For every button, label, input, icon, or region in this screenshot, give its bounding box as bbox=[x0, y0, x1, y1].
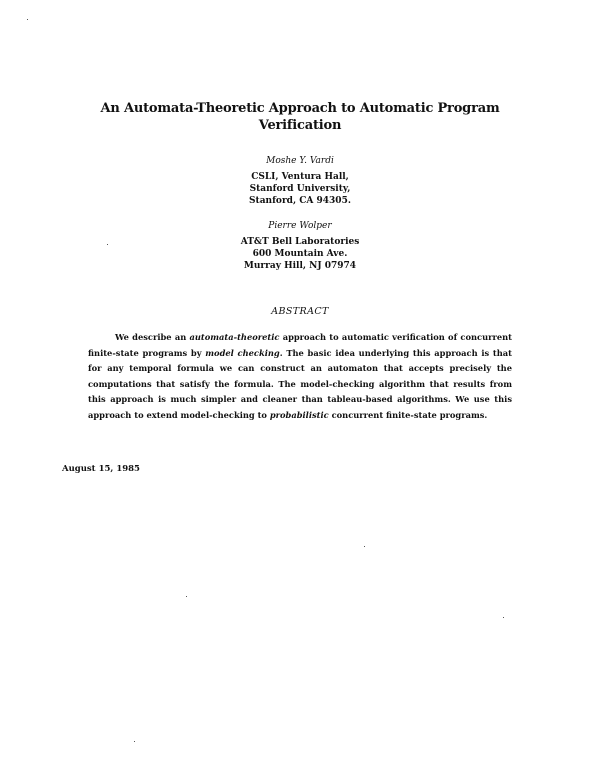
affiliation-line: Stanford, CA 94305. bbox=[249, 196, 351, 206]
abstract-heading: ABSTRACT bbox=[271, 306, 329, 317]
affiliation-line: Stanford University, bbox=[249, 184, 351, 194]
abstract-text: We describe an bbox=[115, 332, 190, 342]
scan-speck bbox=[503, 617, 504, 618]
affiliation-line: AT&T Bell Laboratories bbox=[240, 237, 360, 247]
author-name: Pierre Wolper bbox=[268, 221, 332, 231]
abstract-text: approach to automatic verification of concurrent finite-state programs by bbox=[88, 332, 512, 358]
abstract-text: . The basic idea underlying this approach is that for any temporal formula we can construct an automaton that accepts precisely the computations that satisfy the formula. The model-checking algorithm that results from this approach is much simpler and cleaner than tableau-based algorithms. We use this approach to extend model-checking to bbox=[88, 347, 512, 420]
scan-speck bbox=[107, 244, 108, 245]
scan-speck bbox=[27, 19, 28, 20]
paper-title: An Automata-Theoretic Approach to Automatic Program Verification bbox=[100, 101, 500, 133]
affiliation-line: 600 Mountain Ave. bbox=[252, 249, 348, 259]
author-block-wolper bbox=[150, 220, 450, 272]
affiliation-line: Murray Hill, NJ 07974 bbox=[243, 261, 357, 271]
author-name: Moshe Y. Vardi bbox=[266, 156, 334, 166]
abstract-body bbox=[88, 330, 512, 423]
affiliation-line: CSLI, Ventura Hall, bbox=[251, 172, 349, 182]
scan-speck bbox=[134, 741, 135, 742]
scan-speck bbox=[186, 596, 187, 597]
abstract-emphasis: probabilistic bbox=[269, 409, 329, 420]
paper-date: August 15, 1985 bbox=[62, 464, 140, 474]
abstract-emphasis: model checking bbox=[205, 347, 280, 358]
abstract-text: concurrent finite-state programs. bbox=[328, 409, 488, 420]
abstract-emphasis: automata-theoretic bbox=[189, 332, 280, 342]
author-block-vardi bbox=[150, 155, 450, 207]
scan-speck bbox=[364, 546, 365, 547]
